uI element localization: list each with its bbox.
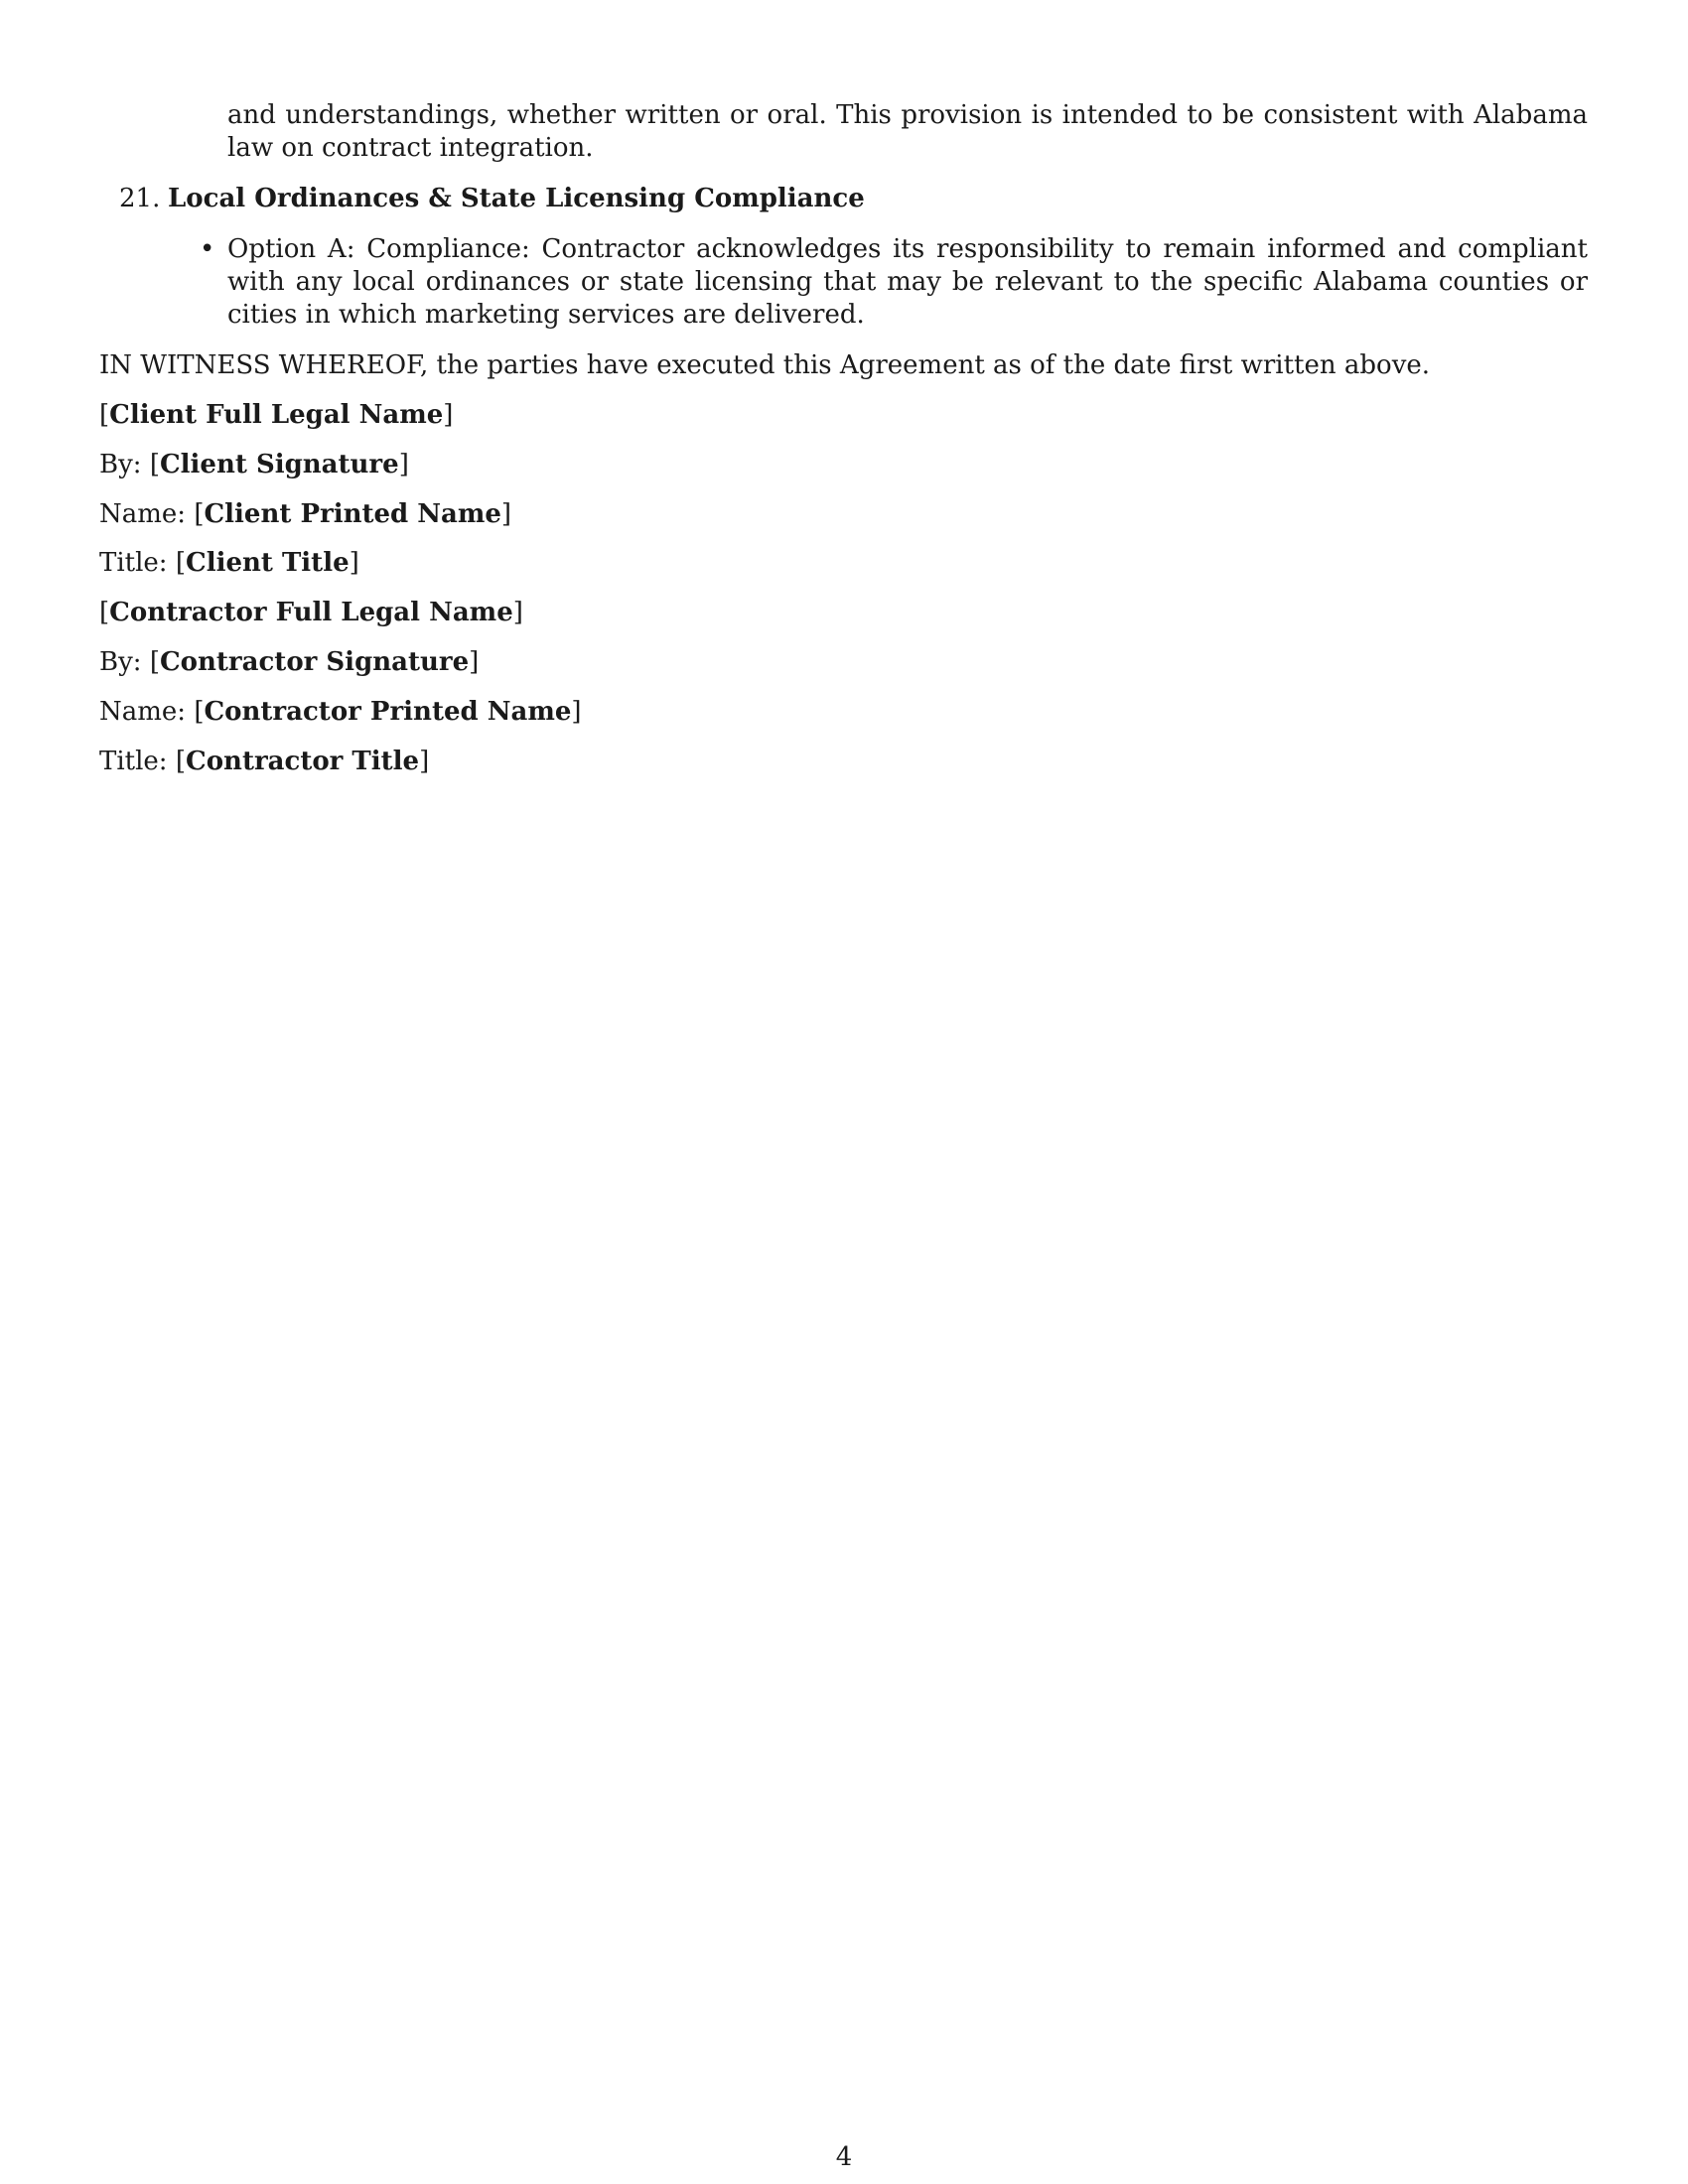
client-title-label: Title: [99, 548, 168, 578]
witness-statement: IN WITNESS WHEREOF, the parties have executed this Agreement as of the date first written above. [99, 350, 1431, 380]
contractor-legal-name-line: [Contractor Full Legal Name] [99, 598, 523, 627]
client-legal-name-line: [Client Full Legal Name] [99, 400, 454, 430]
contractor-title: Contractor Title [186, 747, 420, 776]
contractor-name-line: Name: [Contractor Printed Name] [99, 697, 582, 727]
client-printed-name: Client Printed Name [204, 499, 501, 529]
contractor-signature: Contractor Signature [159, 647, 470, 677]
client-name-label: Name: [99, 499, 187, 529]
client-legal-name: Client Full Legal Name [109, 400, 444, 430]
client-title: Client Title [186, 548, 350, 578]
client-title-line: Title: [Client Title] [99, 548, 359, 578]
client-by-label: By: [99, 450, 142, 479]
section-number: 21. [119, 184, 161, 213]
contractor-title-label: Title: [99, 747, 168, 776]
contractor-by-line: By: [Contractor Signature] [99, 647, 480, 677]
page-number: 4 [835, 2142, 853, 2172]
contractor-title-line: Title: [Contractor Title] [99, 747, 430, 776]
client-signature: Client Signature [159, 450, 399, 479]
bullet-item-option-a [200, 233, 1588, 332]
bullet-text: Option A: Compliance: Contractor acknowledges its responsibility to remain informed and compliant with any local ordinances or state licensing that may be relevant to the specific Alabama counties or cities in which marketing services are delivered. [227, 234, 1588, 330]
section-21-heading [119, 183, 1589, 215]
contractor-legal-name: Contractor Full Legal Name [109, 598, 513, 627]
bullet-dot-icon: • [200, 234, 215, 264]
contractor-name-label: Name: [99, 697, 187, 727]
contractor-by-label: By: [99, 647, 142, 677]
section-title: Local Ordinances & State Licensing Compliance [168, 184, 865, 213]
client-name-line: Name: [Client Printed Name] [99, 499, 512, 529]
contractor-printed-name: Contractor Printed Name [204, 697, 572, 727]
client-by-line: By: [Client Signature] [99, 450, 409, 479]
continuation-paragraph: and understandings, whether written or oral. This provision is intended to be consistent with Alabama law on contract integration. [227, 100, 1588, 163]
